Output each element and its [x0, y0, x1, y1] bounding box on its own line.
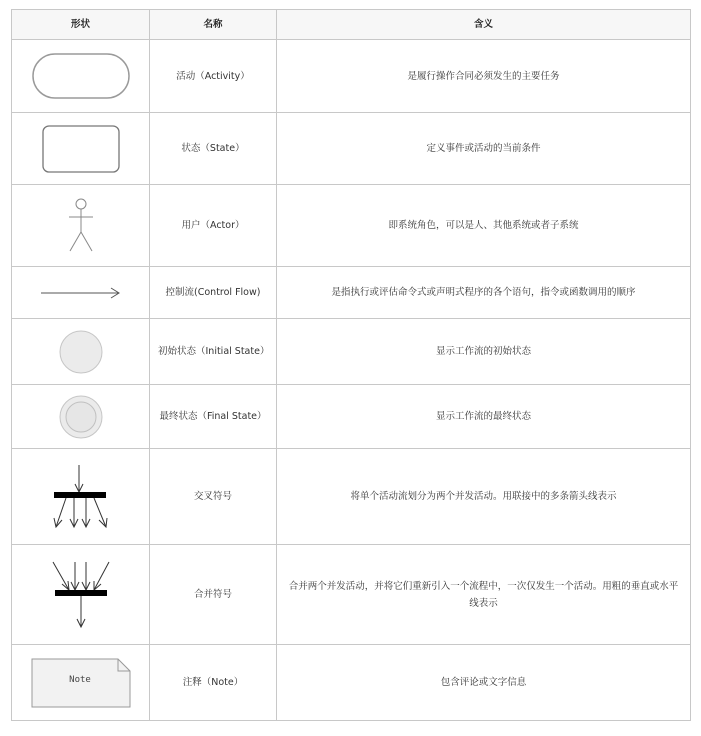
shape-cell	[12, 319, 150, 385]
header-row	[12, 10, 691, 40]
table-row	[12, 185, 691, 267]
symbol-meaning: 即系统角色，可以是人、其他系统或者子系统	[277, 185, 691, 267]
symbol-name: 合并符号	[150, 545, 277, 645]
symbol-meaning: 是履行操作合同必须发生的主要任务	[277, 40, 691, 113]
symbol-meaning: 显示工作流的最终状态	[277, 385, 691, 449]
shape-cell	[12, 645, 150, 721]
symbol-name: 活动（Activity）	[150, 40, 277, 113]
symbol-meaning: 显示工作流的初始状态	[277, 319, 691, 385]
table-row	[12, 319, 691, 385]
actor-icon	[66, 198, 96, 254]
table-row	[12, 449, 691, 545]
join-icon	[50, 559, 112, 631]
table-row	[12, 40, 691, 113]
shape-cell	[12, 385, 150, 449]
shape-cell	[12, 185, 150, 267]
symbol-name: 用户（Actor）	[150, 185, 277, 267]
shape-cell	[12, 267, 150, 319]
shape-cell	[12, 113, 150, 185]
state-shape-icon	[41, 124, 121, 174]
table-row	[12, 385, 691, 449]
uml-symbol-table	[11, 9, 691, 721]
note-label: Note	[68, 674, 91, 685]
table-row	[12, 645, 691, 721]
initial-state-icon	[58, 329, 104, 375]
table-row	[12, 113, 691, 185]
arrow-icon	[39, 286, 123, 300]
symbol-meaning: 包含评论或文字信息	[277, 645, 691, 721]
symbol-meaning: 是指执行或评估命令式或声明式程序的各个语句，指令或函数调用的顺序	[277, 267, 691, 319]
symbol-name: 初始状态（Initial State）	[150, 319, 277, 385]
fork-icon	[50, 463, 112, 531]
table-row	[12, 267, 691, 319]
symbol-name: 控制流(Control Flow)	[150, 267, 277, 319]
shape-cell	[12, 40, 150, 113]
symbol-meaning: 合并两个并发活动，并将它们重新引入一个流程中，一次仅发生一个活动。用粗的垂直或水平线表示	[277, 545, 691, 645]
symbol-name: 注释（Note）	[150, 645, 277, 721]
shape-cell	[12, 545, 150, 645]
symbol-meaning: 将单个活动流划分为两个并发活动。用联接中的多条箭头线表示	[277, 449, 691, 545]
symbol-name: 交叉符号	[150, 449, 277, 545]
final-state-icon	[58, 394, 104, 440]
header-meaning: 含义	[277, 10, 691, 40]
activity-shape-icon	[31, 52, 131, 100]
note-icon	[30, 657, 132, 709]
header-name: 名称	[150, 10, 277, 40]
symbol-meaning: 定义事件或活动的当前条件	[277, 113, 691, 185]
shape-cell	[12, 449, 150, 545]
symbol-name: 最终状态（Final State）	[150, 385, 277, 449]
table-row	[12, 545, 691, 645]
header-shape: 形状	[12, 10, 150, 40]
symbol-name: 状态（State）	[150, 113, 277, 185]
